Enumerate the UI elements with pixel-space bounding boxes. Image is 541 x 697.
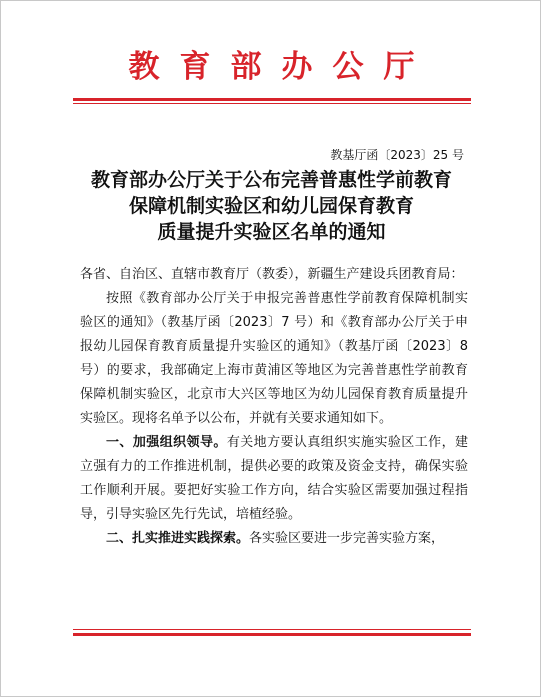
document-body	[80, 263, 468, 551]
section-1	[80, 431, 468, 527]
masthead-rule-thick	[73, 98, 471, 101]
masthead-rule-thin	[73, 103, 471, 104]
footer-rule-thick	[73, 633, 471, 636]
title-line-1: 教育部办公厅关于公布完善普惠性学前教育	[90, 169, 452, 191]
section-2	[80, 527, 468, 551]
document-title	[61, 167, 482, 245]
title-line-3: 质量提升实验区名单的通知	[157, 221, 386, 243]
salutation: 各省、自治区、直辖市教育厅（教委），新疆生产建设兵团教育局：	[80, 267, 464, 282]
footer-rule-thin	[73, 629, 471, 630]
section-2-text: 各实验区要进一步完善实验方案，	[249, 531, 445, 546]
section-1-text: 有关地方要认真组织实施实验区工作，建立强有力的工作推进机制，提供必要的政策及资金支持，确保实验工作顺利开展。要把好实验工作方向，结合实验区需要加强过程指导，引导实验区先行先试，培植经验。	[80, 435, 468, 522]
document-number: 教基厅函〔2023〕25 号	[330, 148, 464, 162]
section-2-heading: 二、扎实推进实践探索。	[106, 531, 250, 546]
title-line-2: 保障机制实验区和幼儿园保育教育	[128, 195, 414, 217]
section-1-heading: 一、加强组织领导。	[106, 435, 227, 450]
masthead-title: 教育部办公厅	[128, 49, 435, 85]
paragraph-intro: 按照《教育部办公厅关于申报完善普惠性学前教育保障机制实验区的通知》（教基厅函〔2023〕7 号）和《教育部办公厅关于申报幼儿园保育教育质量提升实验区的通知》（教基厅函〔2023〕8 号）的要求，我部确定上海市黄浦区等地区为完善普惠性学前教育保障机制实验区，北京市大兴区等地区为幼儿园保育教育质量提升实验区。现将名单予以公布，并就有关要求通知如下。	[80, 291, 468, 426]
